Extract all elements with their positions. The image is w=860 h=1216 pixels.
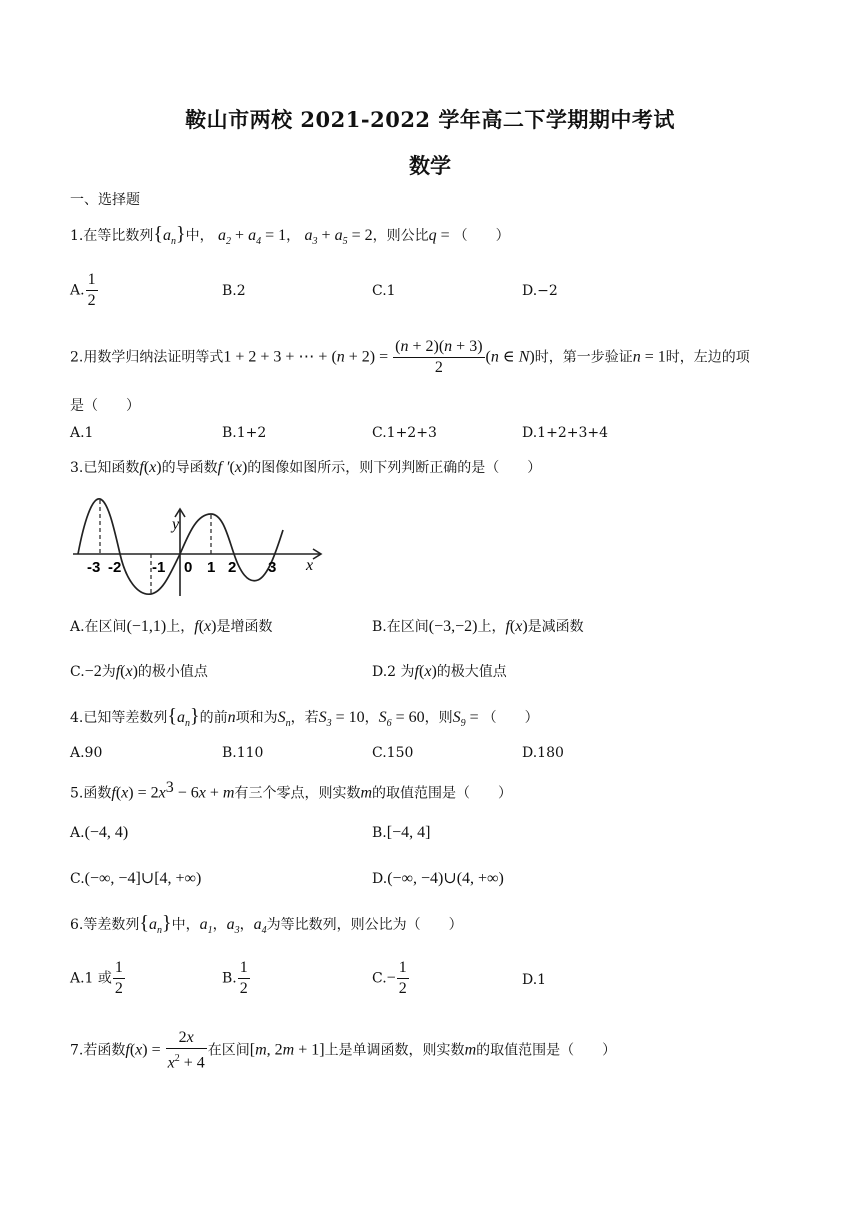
- x-axis-label: x: [306, 557, 314, 574]
- q1-option-a: A. $\frac{1}{2}$: [70, 271, 96, 309]
- tick-minus2: -2: [108, 559, 122, 576]
- q1-option-d: D.−2: [522, 283, 558, 299]
- q3-option-c: C.−2为f(x)的极小值点: [70, 663, 208, 680]
- q6-option-a: A.1 或 $\frac{1}{2}$: [70, 959, 123, 997]
- q1-option-c: C.1: [372, 283, 396, 299]
- question-2-cont: 是（ ）: [70, 398, 140, 414]
- q5-option-d: D.(−∞, −4)∪(4, +∞): [372, 870, 504, 887]
- exam-title: 鞍山市两校 2021-2022 学年高二下学期期中考试: [185, 107, 675, 132]
- q2-option-b: B.1+2: [222, 425, 267, 441]
- exam-subject: 数学: [409, 153, 451, 178]
- q3-option-b: B.在区间(−3,−2)上，f(x)是减函数: [372, 618, 584, 635]
- q5-option-a: A.(−4, 4): [70, 824, 129, 841]
- q6-option-c: C.− $\frac{1}{2}$: [372, 959, 407, 997]
- q1-option-b: B.2: [222, 283, 246, 299]
- section-heading: 一、选择题: [70, 192, 140, 208]
- q4-option-a: A.90: [70, 745, 103, 761]
- tick-3: 3: [268, 559, 277, 576]
- question-3: 3.已知函数f(x)的导函数f ′(x)的图像如图所示，则下列判断正确的是（ ）: [70, 459, 542, 476]
- tick-1: 1: [207, 559, 216, 576]
- question-1: 1.在等比数列$\{a_n\}$中， $a_2 + a_4 = 1$， $a_3 + a_5 = 2$，则公比q = （ ）: [70, 223, 510, 248]
- tick-2: 2: [228, 559, 237, 576]
- y-axis-label: y: [172, 516, 180, 533]
- question-5: 5.函数$f(x) = 2x^3 - 6x + m$有三个零点，则实数m的取值范围是（ ）: [70, 779, 513, 802]
- q5-option-b: B.[−4, 4]: [372, 824, 431, 841]
- derivative-graph: [70, 492, 325, 602]
- q6-option-d: D.1: [522, 972, 547, 988]
- q2-option-d: D.1+2+3+4: [522, 425, 608, 441]
- q3-option-a: A.在区间(−1,1)上，f(x)是增函数: [70, 618, 273, 635]
- question-6: 6.等差数列$\{a_n\}$中，$a_1$，$a_3$，$a_4$为等比数列，则公比为（ ）: [70, 912, 463, 937]
- q4-option-b: B.110: [222, 745, 264, 761]
- tick-0: 0: [184, 559, 193, 576]
- question-4: 4.已知等差数列$\{a_n\}$的前n项和为$S_n$，若$S_3 = 10$，$S_6 = 60$，则$S_9$ = （ ）: [70, 705, 539, 730]
- q2-option-c: C.1+2+3: [372, 425, 437, 441]
- tick-minus1: -1: [152, 559, 166, 576]
- tick-minus3: -3: [87, 559, 101, 576]
- question-2: 2.用数学归纳法证明等式1 + 2 + 3 + ⋯ + (n + 2) = $\frac{(n + 2)(n + 3)}{2}$ (n ∈ N)时，第一步验证n = 1时，左边的项: [70, 338, 750, 376]
- q4-option-c: C.150: [372, 745, 414, 761]
- q3-option-d: D.2 为f(x)的极大值点: [372, 663, 507, 680]
- q6-option-b: B. $\frac{1}{2}$: [222, 959, 248, 997]
- q5-option-c: C.(−∞, −4]∪[4, +∞): [70, 870, 202, 887]
- question-7: 7.若函数f(x) = $\frac{2x}{x^2 + 4}$ 在区间[m, 2m + 1]上是单调函数，则实数m的取值范围是（ ）: [70, 1029, 617, 1072]
- q4-option-d: D.180: [522, 745, 564, 761]
- q2-option-a: A.1: [70, 425, 94, 441]
